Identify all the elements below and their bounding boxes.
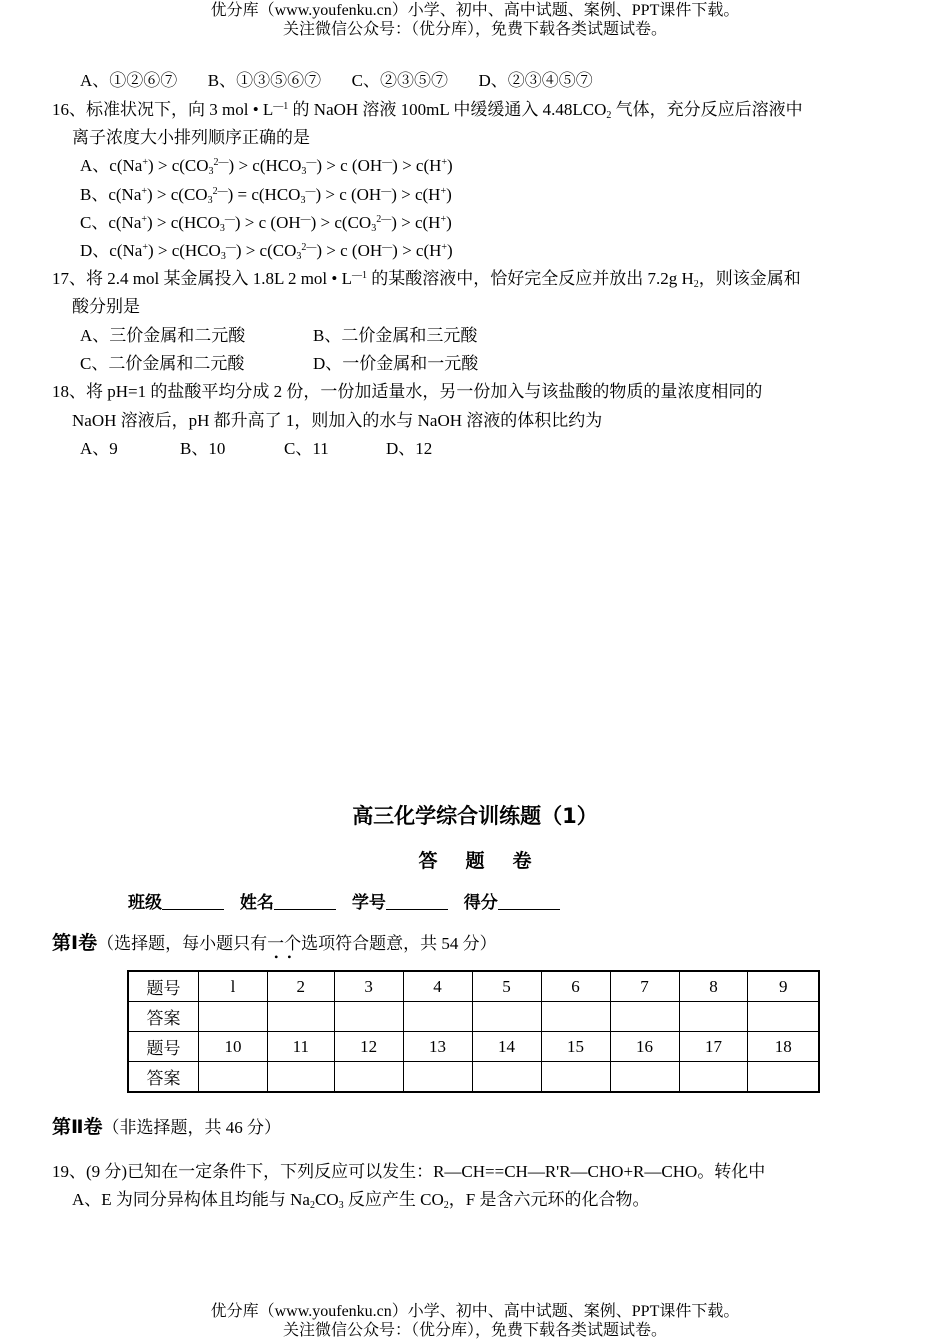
q17-stem-line-1: 17、将 2.4 mol 某金属投入 1.8L 2 mol • $L^{—1}$ 的某酸溶液中，恰好完全反应并放出 7.2g $H_2$，则该金属和 bbox=[52, 269, 801, 290]
answer-cell[interactable] bbox=[748, 1002, 819, 1032]
field-class-blank[interactable] bbox=[162, 894, 224, 910]
q17-stem-line-2: 酸分别是 bbox=[72, 297, 140, 316]
q19-stem-line-1: 19、(9 分)已知在一定条件下，下列反应可以发生：R—CH==CH—R'R—CHO+R—CHO。转化中 bbox=[52, 1162, 766, 1181]
question-number: 15 bbox=[541, 1032, 610, 1062]
part1-heading bbox=[52, 928, 497, 964]
part1-label: 第Ⅰ卷 bbox=[52, 932, 98, 954]
student-info-line bbox=[128, 888, 570, 913]
answer-cell[interactable] bbox=[679, 1062, 748, 1093]
q15-option-b: B、①③⑤⑥⑦ bbox=[207, 71, 322, 90]
header-line-1: 优分库（www.youfenku.cn）小学、初中、高中试题、案例、PPT课件下载。 bbox=[210, 2, 740, 19]
field-score-label: 得分 bbox=[463, 893, 498, 913]
q19-stem-line-2: A、E 为同分异构体且均能与 $Na_2CO_3$ 反应产生 $CO_2$，F 是含六元环的化合物。 bbox=[72, 1190, 650, 1211]
part2-label: 第Ⅱ卷 bbox=[52, 1116, 103, 1138]
answer-cell[interactable] bbox=[541, 1002, 610, 1032]
question-number: 17 bbox=[679, 1032, 748, 1062]
question-number: 2 bbox=[267, 971, 334, 1002]
question-number: 6 bbox=[541, 971, 610, 1002]
footer-line-2: 关注微信公众号：（优分库），免费下载各类试题试卷。 bbox=[282, 1322, 667, 1339]
question-number: 14 bbox=[472, 1032, 541, 1062]
question-number: 9 bbox=[748, 971, 819, 1002]
question-number: 7 bbox=[610, 971, 679, 1002]
answer-label: 答案 bbox=[128, 1062, 199, 1093]
table-row bbox=[128, 971, 819, 1002]
part1-desc-b: 选项符合题意，共 54 分） bbox=[301, 934, 497, 953]
table-row bbox=[128, 1062, 819, 1093]
field-name-label: 姓名 bbox=[239, 893, 274, 913]
sheet-subtitle: 答题卷 bbox=[418, 850, 560, 872]
answer-label: 答案 bbox=[128, 1002, 199, 1032]
question-number: 11 bbox=[267, 1032, 334, 1062]
q18-option-b: B、10 bbox=[180, 439, 226, 458]
answer-cell[interactable] bbox=[199, 1002, 268, 1032]
q16-stem-line-1: 16、标准状况下，向 3 mol • $L^{—1}$ 的 NaOH 溶液 100mL 中缓缓通入 $4.48LCO_2$ 气体，充分反应后溶液中 bbox=[52, 100, 803, 121]
field-class-label: 班级 bbox=[128, 893, 162, 913]
answer-cell[interactable] bbox=[334, 1002, 403, 1032]
q16-option-d: D、$c(Na^+) > c(HCO_3^—) > c(CO_3^{2—}) > c$ (OH—) > c(H+) bbox=[80, 241, 453, 262]
header-line-2: 关注微信公众号：（优分库），免费下载各类试题试卷。 bbox=[282, 21, 667, 38]
answer-cell[interactable] bbox=[610, 1062, 679, 1093]
q18-stem-line-2: NaOH 溶液后，pH 都升高了 1，则加入的水与 NaOH 溶液的体积比约为 bbox=[72, 411, 603, 430]
answer-cell[interactable] bbox=[403, 1062, 472, 1093]
part2-heading bbox=[52, 1112, 281, 1139]
q17-option-c: C、二价金属和二元酸 bbox=[80, 354, 245, 373]
answer-table bbox=[127, 970, 820, 1093]
footer-line-1: 优分库（www.youfenku.cn）小学、初中、高中试题、案例、PPT课件下载。 bbox=[210, 1303, 740, 1320]
question-number: l bbox=[199, 971, 268, 1002]
part2-desc: （非选择题，共 46 分） bbox=[102, 1118, 282, 1137]
q15-option-a: A、①②⑥⑦ bbox=[80, 71, 178, 90]
q18-option-d: D、12 bbox=[386, 439, 433, 458]
q18-stem-line-1: 18、将 pH=1 的盐酸平均分成 2 份，一份加适量水，另一份加入与该盐酸的物质的量浓度相同的 bbox=[52, 382, 763, 401]
q16-option-c: C、$c(Na^+) > c(HCO_3^—) > c$ $(OH^—) > c(CO_3^{2—}) > c(H^+)$ bbox=[80, 213, 452, 234]
part1-desc-emphasis: 一个 • • bbox=[267, 934, 302, 964]
answer-cell[interactable] bbox=[472, 1062, 541, 1093]
sheet-title: 高三化学综合训练题（1） bbox=[352, 804, 598, 828]
question-number: 8 bbox=[679, 971, 748, 1002]
question-number: 18 bbox=[748, 1032, 819, 1062]
field-name-blank[interactable] bbox=[274, 894, 336, 910]
question-number: 4 bbox=[403, 971, 472, 1002]
question-number: 12 bbox=[334, 1032, 403, 1062]
question-number: 5 bbox=[472, 971, 541, 1002]
table-row bbox=[128, 1002, 819, 1032]
field-id-blank[interactable] bbox=[386, 894, 448, 910]
q15-option-d: D、②③④⑤⑦ bbox=[478, 71, 593, 90]
question-number-label: 题号 bbox=[128, 971, 199, 1002]
question-number: 10 bbox=[199, 1032, 268, 1062]
emphasis-dots: • • bbox=[274, 950, 292, 964]
part1-desc-a: （选择题，每小题只有 bbox=[97, 934, 268, 953]
q17-option-d: D、一价金属和一元酸 bbox=[313, 354, 479, 373]
answer-cell[interactable] bbox=[199, 1062, 268, 1093]
answer-cell[interactable] bbox=[267, 1002, 334, 1032]
field-score-blank[interactable] bbox=[498, 894, 560, 910]
q17-option-a: A、三价金属和二元酸 bbox=[80, 326, 246, 345]
q15-option-c: C、②③⑤⑦ bbox=[351, 71, 448, 90]
answer-cell[interactable] bbox=[541, 1062, 610, 1093]
question-number: 13 bbox=[403, 1032, 472, 1062]
q16-stem-line-2: 离子浓度大小排列顺序正确的是 bbox=[72, 128, 310, 147]
q18-option-c: C、11 bbox=[284, 439, 329, 458]
q17-option-b: B、二价金属和三元酸 bbox=[313, 326, 478, 345]
answer-cell[interactable] bbox=[403, 1002, 472, 1032]
question-number: 16 bbox=[610, 1032, 679, 1062]
q15-options bbox=[80, 66, 593, 91]
answer-cell[interactable] bbox=[610, 1002, 679, 1032]
answer-cell[interactable] bbox=[679, 1002, 748, 1032]
table-row bbox=[128, 1032, 819, 1062]
q18-option-a: A、9 bbox=[80, 439, 118, 458]
q16-option-a: A、$c(Na^+) > c(CO_3^{2—}) > c(HCO_3^—) > c$ (OH—) > c(H+) bbox=[80, 156, 453, 177]
answer-cell[interactable] bbox=[334, 1062, 403, 1093]
answer-cell[interactable] bbox=[472, 1002, 541, 1032]
question-number-label: 题号 bbox=[128, 1032, 199, 1062]
question-number: 3 bbox=[334, 971, 403, 1002]
q16-option-b: B、$c(Na^+) > c(CO_3^{2—}) = c(HCO_3^—) > c$ (OH—) > c(H+) bbox=[80, 185, 452, 206]
field-id-label: 学号 bbox=[351, 893, 386, 913]
answer-cell[interactable] bbox=[267, 1062, 334, 1093]
answer-cell[interactable] bbox=[748, 1062, 819, 1093]
